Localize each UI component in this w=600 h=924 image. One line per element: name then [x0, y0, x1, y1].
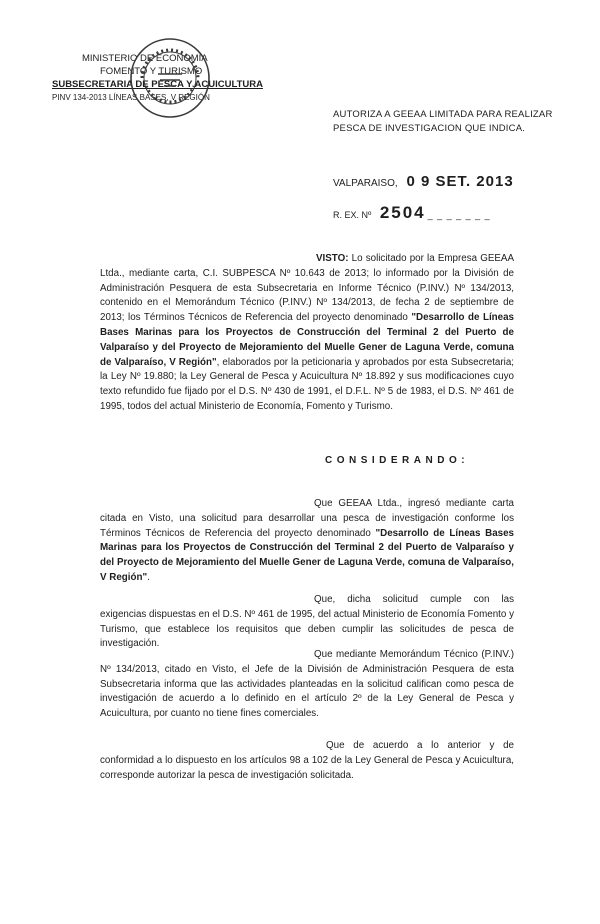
place: VALPARAISO,	[333, 178, 398, 189]
resolution-number	[333, 203, 491, 223]
considerando-paragraph-1	[100, 497, 514, 586]
official-seal-icon	[128, 36, 212, 120]
paragraph-1-end: .	[147, 571, 150, 583]
resolution-value: 2504	[379, 203, 426, 222]
letterhead-ministry: MINISTERIO DE ECONOMIA	[82, 53, 208, 64]
considerando-paragraph-3	[100, 648, 514, 722]
visto-label: VISTO:	[316, 253, 349, 264]
considerando-heading: CONSIDERANDO:	[325, 455, 470, 466]
paragraph-4-text: Que de acuerdo a lo anterior y de conformidad a lo dispuesto en los artículos 98 a 102 de la Ley General de Pesca y Acuicultura, corresponde autorizar la pesca de investigación solicitada.	[100, 740, 514, 781]
considerando-paragraph-4	[100, 739, 514, 783]
letterhead-reference: PINV 134-2013 LÍNEAS BASES, V REGIÓN	[52, 93, 210, 102]
letterhead-ministry-sub: FOMENTO Y TURISMO	[100, 66, 203, 77]
paragraph-1-project-name: "Desarrollo de Líneas Bases Marinas para los Proyectos de Construcción del Terminal 2 del Puerto de Valparaíso y del Proyecto de Mejoramiento del Muelle Gener de Laguna Verde, comuna de Valparaíso, V Región"	[100, 527, 514, 583]
letterhead-subsecretaria: SUBSECRETARIA DE PESCA Y ACUICULTURA	[52, 79, 263, 90]
considerando-paragraph-2	[100, 593, 514, 652]
paragraph-3-text: Que mediante Memorándum Técnico (P.INV.) Nº 134/2013, citado en Visto, el Jefe de la División de Administración Pesquera de esta Subsecretaria informa que las actividades planteadas en la solicitud califican como pesca de investigación de acuerdo a lo definido en el artículo 2º de la Ley General de Pesca y Acuicultura, por cuanto no tiene fines comerciales.	[100, 649, 514, 720]
place-and-date	[333, 173, 514, 190]
visto-paragraph	[100, 252, 514, 415]
date-stamp: 0 9 SET. 2013	[406, 173, 514, 190]
resolution-prefix: R. EX. Nº	[333, 210, 372, 220]
visto-text-2: , elaborados por la peticionaria y aprobados por esta Subsecretaria; la Ley Nº 19.880; la Ley General de Pesca y Acuicultura Nº 18.892 y sus modificaciones cuyo texto refundido fue fijado por el D.S. Nº 430 de 1991, el D.F.L. Nº 5 de 1983, el D.S. Nº 461 de 1995, todos del actual Ministerio de Economía, Fomento y Turismo.	[100, 356, 514, 412]
visto-project-name: "Desarrollo de Líneas Bases Marinas para los Proyectos de Construcción del Terminal 2 del Puerto de Valparaíso y del Proyecto de Mejoramiento del Muelle Gener de Laguna Verde, comuna de Valparaíso, V Región"	[100, 312, 514, 368]
document-subject	[333, 108, 553, 136]
paragraph-1-text: Que GEEAA Ltda., ingresó mediante carta citada en Visto, una solicitud para desarrollar una pesca de investigación conforme los Términos Técnicos de Referencia del proyecto denominado	[100, 498, 514, 539]
subject-line-1: AUTORIZA A GEEAA LIMITADA PARA REALIZAR	[333, 109, 553, 120]
resolution-underline: _ _ _ _ _ _ _	[427, 210, 491, 220]
visto-text-1: Lo solicitado por la Empresa GEEAA Ltda., mediante carta, C.I. SUBPESCA Nº 10.643 de 2013; lo informado por la División de Administración Pesquera de esta Subsecretaria en Informe Técnico (P.INV.) Nº 134/2013, contenido en el Memorándum Técnico (P.INV.) Nº 134/2013, de fecha 2 de septiembre de 2013; los Términos Técnicos de Referencia del proyecto denominado	[100, 253, 514, 324]
paragraph-2-text: Que, dicha solicitud cumple con las exigencias dispuestas en el D.S. Nº 461 de 1995, del actual Ministerio de Economía Fomento y Turismo, que establece los requisitos que deben cumplir las solicitudes de pesca de investigación.	[100, 594, 514, 650]
subject-line-2: PESCA DE INVESTIGACION QUE INDICA.	[333, 123, 526, 134]
